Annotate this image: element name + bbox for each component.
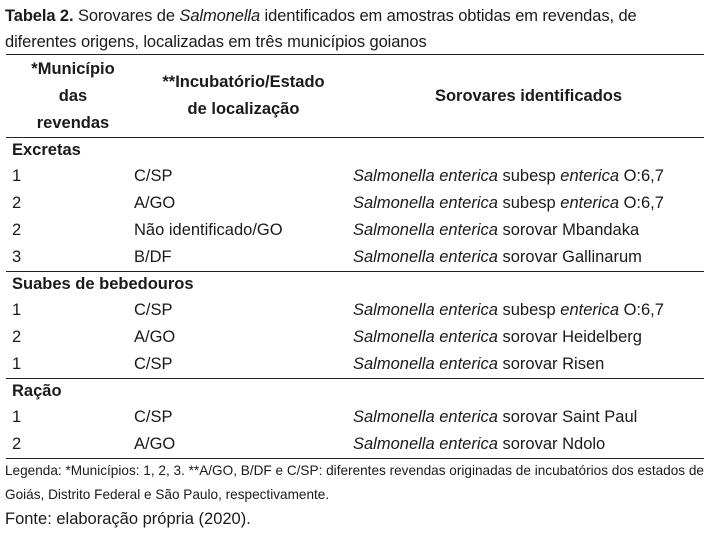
serovar-text: sorovar Ndolo bbox=[497, 435, 606, 453]
cell-municipio: 2 bbox=[12, 328, 22, 346]
cell-sorovar bbox=[353, 163, 704, 190]
cell-sorovar bbox=[353, 404, 704, 431]
cell-incubatorio: C/SP bbox=[134, 301, 173, 319]
species-name: Salmonella enterica bbox=[353, 194, 498, 212]
header-municipio: *Município das revendas bbox=[31, 59, 115, 132]
table-row bbox=[6, 244, 704, 272]
caption-label: Tabela 2. bbox=[5, 7, 74, 25]
species-name: Salmonella enterica bbox=[353, 221, 498, 239]
species-name: Salmonella enterica bbox=[353, 328, 498, 346]
group-name: Ração bbox=[12, 382, 62, 400]
cell-incubatorio: C/SP bbox=[134, 167, 173, 185]
table-legend: Legenda: *Municípios: 1, 2, 3. **A/GO, B/DF e C/SP: diferentes revendas originadas de incubatórios dos estados de Goiás, Distrito Federal e São Paulo, respectivamente. bbox=[5, 463, 704, 502]
cell-sorovar bbox=[353, 297, 704, 324]
table-row bbox=[6, 351, 704, 379]
species-name: Salmonella enterica bbox=[353, 167, 498, 185]
serovar-text: subesp bbox=[497, 167, 561, 185]
subspecies-name: enterica bbox=[560, 167, 619, 185]
cell-sorovar bbox=[353, 244, 704, 272]
cell-municipio: 1 bbox=[12, 301, 22, 319]
serovar-text: sorovar Mbandaka bbox=[497, 221, 640, 239]
table-source: Fonte: elaboração própria (2020). bbox=[5, 510, 251, 528]
caption-text-after: identificados em amostras obtidas em revendas, de diferentes origens, localizadas em três municípios goianos bbox=[5, 7, 637, 51]
cell-incubatorio: A/GO bbox=[134, 328, 176, 346]
serovar-text: sorovar Heidelberg bbox=[497, 328, 642, 346]
cell-municipio: 1 bbox=[12, 355, 22, 373]
table-row bbox=[6, 163, 704, 190]
serovar-table bbox=[6, 54, 704, 459]
group-row bbox=[6, 379, 704, 405]
header-sorovares: Sorovares identificados bbox=[434, 86, 623, 105]
header-incubatorio: **Incubatório/Estado de localização bbox=[162, 73, 325, 118]
cell-incubatorio: C/SP bbox=[134, 355, 173, 373]
antigen-formula: O:6,7 bbox=[619, 301, 664, 319]
serovar-text: subesp bbox=[497, 301, 561, 319]
table-caption bbox=[5, 3, 705, 55]
caption-text-before: Sorovares de bbox=[73, 7, 180, 25]
serovar-text: sorovar Saint Paul bbox=[497, 408, 638, 426]
subspecies-name: enterica bbox=[560, 301, 619, 319]
caption-genus: Salmonella bbox=[179, 7, 261, 25]
table-row bbox=[6, 217, 704, 244]
cell-sorovar bbox=[353, 217, 704, 244]
species-name: Salmonella enterica bbox=[353, 301, 498, 319]
species-name: Salmonella enterica bbox=[353, 355, 498, 373]
serovar-text: subesp bbox=[497, 194, 561, 212]
table-row bbox=[6, 190, 704, 217]
cell-incubatorio: A/GO bbox=[134, 435, 176, 453]
cell-sorovar bbox=[353, 431, 704, 459]
cell-municipio: 2 bbox=[12, 221, 22, 239]
subspecies-name: enterica bbox=[560, 194, 619, 212]
serovar-text: sorovar Risen bbox=[497, 355, 605, 373]
cell-incubatorio: C/SP bbox=[134, 408, 173, 426]
species-name: Salmonella enterica bbox=[353, 408, 498, 426]
group-name: Suabes de bebedouros bbox=[12, 275, 194, 293]
table-row bbox=[6, 404, 704, 431]
group-row bbox=[6, 272, 704, 298]
cell-incubatorio: Não identificado/GO bbox=[134, 221, 283, 239]
cell-municipio: 2 bbox=[12, 435, 22, 453]
cell-municipio: 3 bbox=[12, 248, 22, 266]
antigen-formula: O:6,7 bbox=[619, 167, 664, 185]
cell-incubatorio: B/DF bbox=[134, 248, 172, 266]
table-row bbox=[6, 297, 704, 324]
cell-sorovar bbox=[353, 351, 704, 379]
table-body bbox=[6, 138, 704, 459]
serovar-text: sorovar Gallinarum bbox=[497, 248, 642, 266]
group-name: Excretas bbox=[12, 141, 81, 159]
cell-municipio: 2 bbox=[12, 194, 22, 212]
table-header-row bbox=[6, 55, 704, 138]
cell-sorovar bbox=[353, 324, 704, 351]
table-row bbox=[6, 324, 704, 351]
cell-municipio: 1 bbox=[12, 408, 22, 426]
cell-incubatorio: A/GO bbox=[134, 194, 176, 212]
cell-municipio: 1 bbox=[12, 167, 22, 185]
cell-sorovar bbox=[353, 190, 704, 217]
antigen-formula: O:6,7 bbox=[619, 194, 664, 212]
species-name: Salmonella enterica bbox=[353, 435, 498, 453]
species-name: Salmonella enterica bbox=[353, 248, 498, 266]
group-row bbox=[6, 138, 704, 164]
table-row bbox=[6, 431, 704, 459]
